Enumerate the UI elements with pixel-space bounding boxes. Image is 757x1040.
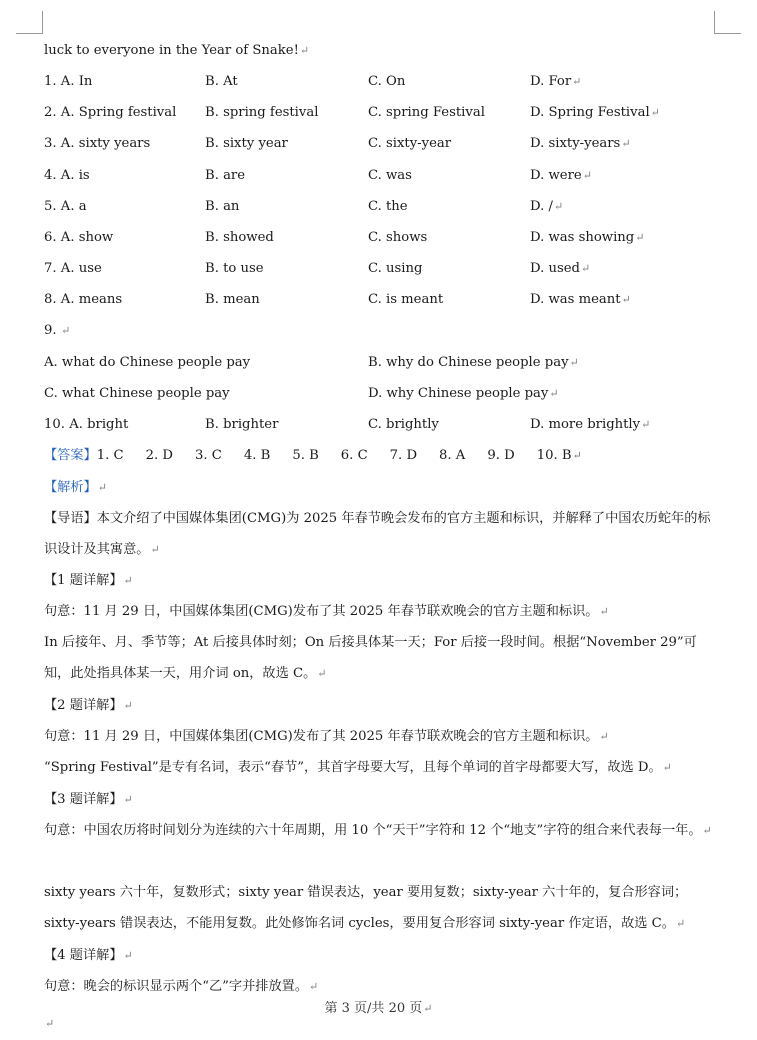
question-number: 2. [44, 105, 57, 120]
option-b: B. an [205, 199, 240, 214]
option-b: B. spring festival [205, 105, 319, 120]
paragraph-mark-icon: ↵ [599, 730, 609, 743]
option-a: A. sixty years [60, 136, 151, 151]
paragraph-mark-icon: ↵ [621, 137, 631, 150]
option-a: A. means [60, 292, 123, 307]
option-c: C. spring Festival [368, 105, 485, 120]
paragraph-mark-icon: ↵ [641, 418, 651, 431]
answer-item: 2. D [145, 448, 173, 463]
page-corner-mark-left [16, 11, 43, 34]
paragraph-mark-icon: ↵ [621, 293, 631, 306]
question-number: 3. [44, 136, 57, 151]
option-c: C. the [368, 199, 408, 214]
question-number: 6. [44, 230, 57, 245]
question-number: 1. [44, 74, 57, 89]
question-number: 10. [44, 417, 65, 432]
detail-2-explanation [44, 752, 714, 783]
option-b: B. brighter [205, 417, 279, 432]
option-d: D. used [530, 261, 580, 276]
sentence-meaning: 句意：晚会的标识显示两个“乙”字并排放置。 [44, 979, 309, 994]
option-a: A. Spring festival [60, 105, 177, 120]
sentence-meaning: 句意：中国农历将时间划分为连续的六十年周期，用 10 个“天干”字符和 12 个“地支”字符的组合来代表每一年。 [44, 823, 702, 838]
paragraph-mark-icon: ↵ [572, 449, 582, 462]
paragraph-mark-icon: ↵ [123, 793, 133, 806]
paragraph-mark-icon: ↵ [582, 169, 592, 182]
option-d: D. were [530, 168, 582, 183]
option-b: B. to use [205, 261, 264, 276]
paragraph-mark-icon: ↵ [123, 949, 133, 962]
paragraph-mark-icon: ↵ [702, 824, 712, 837]
sentence-meaning: 句意：11 月 29 日，中国媒体集团(CMG)发布了其 2025 年春节联欢晚会的官方主题和标识。 [44, 604, 599, 619]
detail-1-explanation [44, 627, 714, 689]
option-a: A. use [60, 261, 102, 276]
paragraph-mark-icon: ↵ [635, 231, 645, 244]
intro-line [44, 42, 713, 60]
paragraph-mark-icon: ↵ [599, 605, 609, 618]
option-b: B. are [205, 168, 246, 183]
analysis-tag: 【解析】 [44, 480, 97, 495]
paragraph-mark-icon: ↵ [572, 75, 582, 88]
option-b: B. showed [205, 230, 274, 245]
option-d: D. why Chinese people pay [368, 386, 549, 401]
answer-tag: 【答案】 [44, 448, 97, 463]
paragraph-mark-icon: ↵ [45, 1017, 55, 1030]
paragraph-mark-icon: ↵ [123, 574, 133, 587]
paragraph-mark-icon: ↵ [553, 200, 564, 213]
paragraph-mark-icon: ↵ [57, 324, 71, 337]
question-9-number-line [44, 322, 713, 340]
sentence-meaning: 句意：11 月 29 日，中国媒体集团(CMG)发布了其 2025 年春节联欢晚会的官方主题和标识。 [44, 729, 599, 744]
paragraph-mark-icon: ↵ [650, 106, 660, 119]
detail-2-sentence [44, 721, 714, 752]
option-d: D. For [530, 74, 572, 89]
paragraph-mark-icon: ↵ [675, 917, 686, 930]
page-number: 第 3 页/共 20 页 [324, 1001, 423, 1016]
detail-3-title [44, 784, 714, 815]
question-number: 9. [44, 323, 57, 338]
option-c: C. sixty-year [368, 136, 452, 151]
answer-item: 3. C [194, 448, 222, 463]
analysis-heading [44, 479, 713, 497]
detail-title: 【4 题详解】 [44, 948, 123, 963]
question-number: 8. [44, 292, 57, 307]
paragraph-mark-icon: ↵ [662, 761, 672, 774]
option-d: D. was meant [530, 292, 621, 307]
answer-item: 5. B [292, 448, 319, 463]
empty-line [44, 1015, 713, 1033]
option-a: A. a [60, 199, 87, 214]
option-d: D. / [530, 199, 553, 214]
option-a: A. bright [69, 417, 129, 432]
question-number: 4. [44, 168, 57, 183]
option-a: A. is [60, 168, 90, 183]
paragraph-mark-icon: ↵ [309, 980, 319, 993]
question-number: 7. [44, 261, 57, 276]
option-b: B. mean [205, 292, 260, 307]
detail-1-title [44, 565, 714, 596]
paragraph-mark-icon: ↵ [97, 481, 107, 494]
answer-item: 8. A [439, 448, 466, 463]
option-d: D. Spring Festival [530, 105, 650, 120]
explanation-text: sixty years 六十年，复数形式；sixty year 错误表达，year 要用复数；sixty-year 六十年的，复合形容词；sixty-years 错误表达，不能用复数。此处修饰名词 cycles，要用复合形容词 sixty-year 作定语，故选 C。 [44, 885, 688, 931]
option-c: C. brightly [368, 417, 439, 432]
detail-1-sentence [44, 596, 714, 627]
paragraph-mark-icon: ↵ [569, 356, 579, 369]
answer-line [44, 447, 713, 465]
option-c: C. what Chinese people pay [44, 386, 230, 401]
detail-3-explanation [44, 877, 714, 939]
option-c: C. was [368, 168, 412, 183]
option-b: B. At [205, 74, 238, 89]
paragraph-mark-icon: ↵ [150, 543, 160, 556]
guide-text: 【导语】本文介绍了中国媒体集团(CMG)为 2025 年春节晚会发布的官方主题和标识，并解释了中国农历蛇年的标识设计及其寓意。 [44, 511, 711, 557]
paragraph-mark-icon: ↵ [299, 44, 310, 57]
answer-item: 6. C [340, 448, 368, 463]
option-d: D. was showing [530, 230, 635, 245]
option-a: A. show [60, 230, 114, 245]
intro-text: luck to everyone in the Year of Snake! [44, 43, 299, 58]
option-b: B. sixty year [205, 136, 288, 151]
question-number: 5. [44, 199, 57, 214]
paragraph-mark-icon: ↵ [317, 667, 327, 680]
paragraph-mark-icon: ↵ [581, 262, 591, 275]
answer-item: 7. D [389, 448, 418, 463]
option-a: A. In [60, 74, 93, 89]
detail-2-title [44, 690, 714, 721]
guide-paragraph [44, 503, 714, 565]
answer-item: 1. C [96, 448, 124, 463]
answer-item: 4. B [243, 448, 271, 463]
paragraph-mark-icon: ↵ [549, 387, 559, 400]
detail-3-sentence [44, 815, 714, 846]
page-footer [0, 997, 757, 1016]
paragraph-mark-icon: ↵ [123, 699, 133, 712]
answer-item: 10. B [536, 448, 572, 463]
detail-4-title [44, 940, 714, 971]
option-a: A. what do Chinese people pay [44, 355, 251, 370]
option-b: B. why do Chinese people pay [368, 355, 569, 370]
option-d: D. more brightly [530, 417, 641, 432]
answer-item: 9. D [487, 448, 515, 463]
option-d: D. sixty-years [530, 136, 621, 151]
detail-title: 【2 题详解】 [44, 698, 123, 713]
detail-title: 【1 题详解】 [44, 573, 123, 588]
option-c: C. On [368, 74, 406, 89]
detail-title: 【3 题详解】 [44, 792, 123, 807]
option-c: C. shows [368, 230, 428, 245]
explanation-text: “Spring Festival”是专有名词，表示“春节”，其首字母要大写，且每个单词的首字母都要大写，故选 D。 [44, 760, 662, 775]
option-c: C. is meant [368, 292, 444, 307]
page-corner-mark-right [714, 11, 741, 34]
explanation-text: In 后接年、月、季节等；At 后接具体时刻；On 后接具体某一天；For 后接一段时间。根据“November 29”可知，此处指具体某一天，用介词 on，故选 C。 [44, 635, 697, 681]
option-c: C. using [368, 261, 423, 276]
paragraph-mark-icon: ↵ [423, 1002, 433, 1015]
